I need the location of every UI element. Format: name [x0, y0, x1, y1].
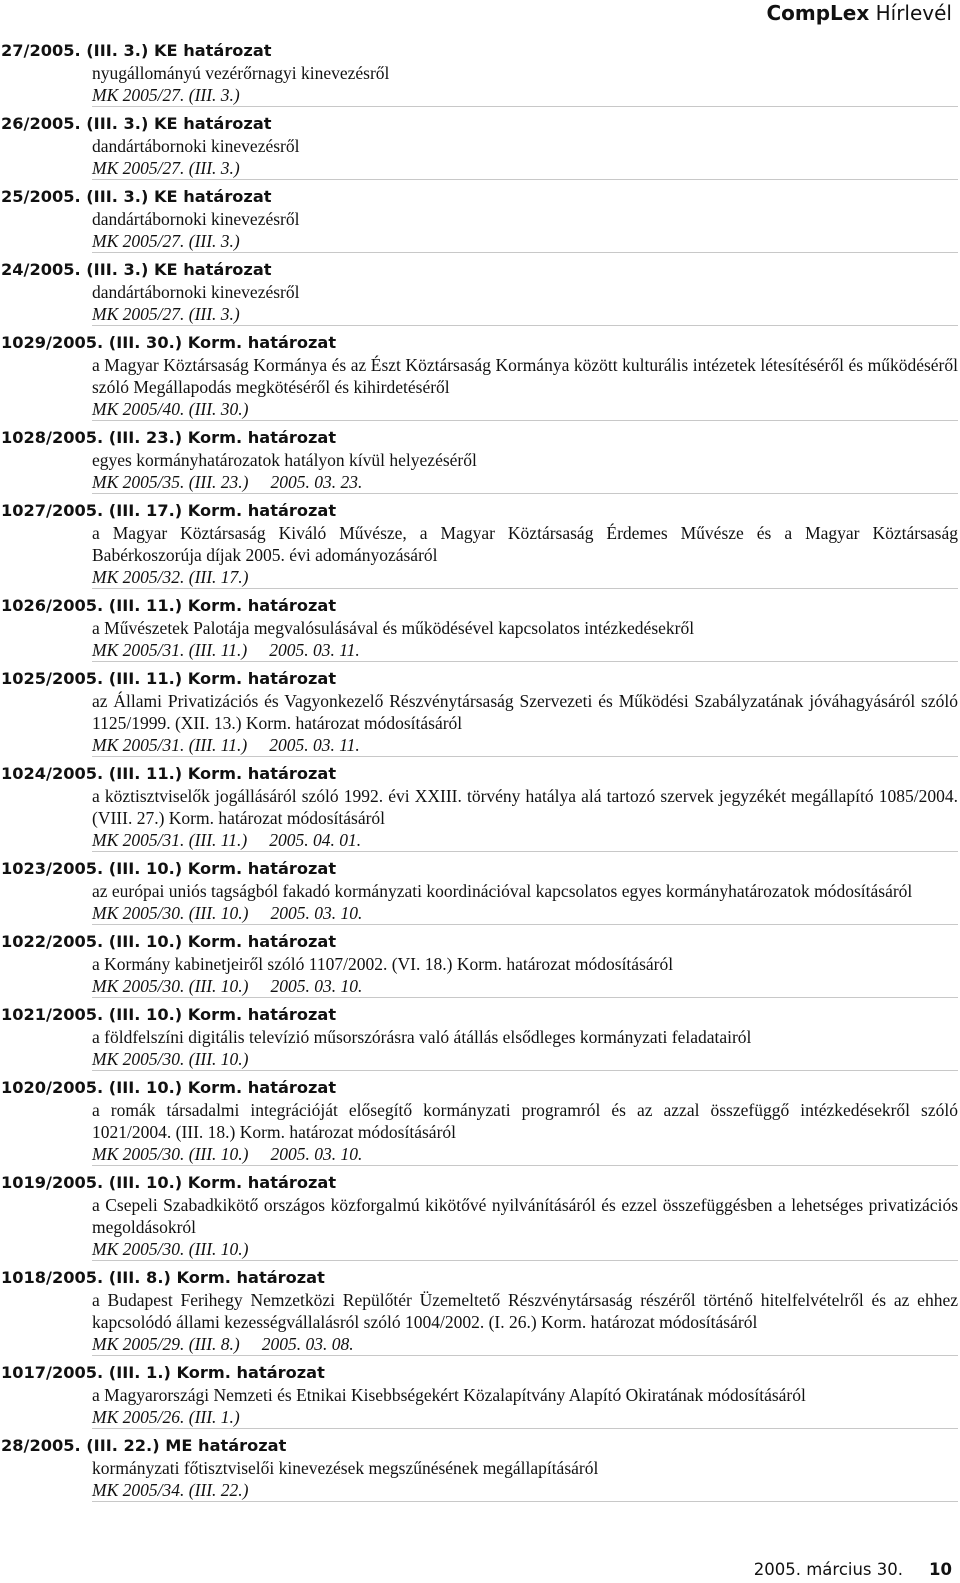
- entry-divider: [92, 1428, 958, 1429]
- resolution-entry: [0, 1077, 958, 1166]
- entry-divider: [92, 1501, 958, 1502]
- resolution-entry: [0, 427, 958, 494]
- effective-date: 2005. 03. 08.: [261, 1334, 354, 1354]
- resolution-entry: [0, 40, 958, 107]
- gazette-issue: MK 2005/30. (III. 10.): [92, 1049, 249, 1069]
- masthead-section: Hírlevél: [875, 1, 952, 25]
- resolution-entry: [0, 595, 958, 662]
- effective-date: 2005. 03. 23.: [270, 472, 363, 492]
- gazette-issue: MK 2005/30. (III. 10.): [92, 976, 249, 996]
- masthead-brand: CompLex: [766, 1, 870, 25]
- resolution-description: a Kormány kabinetjeiről szóló 1107/2002. (VI. 18.) Korm. határozat módosításáról: [92, 954, 674, 974]
- entry-divider: [92, 325, 958, 326]
- gazette-issue: MK 2005/30. (III. 10.): [92, 1144, 249, 1164]
- resolution-description: a köztisztviselők jogállásáról szóló 1992. évi XXIII. törvény hatálya alá tartozó szervek jegyzékét megállapító 1085/2004. (VIII. 27.) Korm. határozat módosításáról: [92, 786, 958, 828]
- resolution-title: 1029/2005. (III. 30.) Korm. határozat: [1, 333, 337, 352]
- resolution-title: 1021/2005. (III. 10.) Korm. határozat: [1, 1005, 337, 1024]
- resolution-description: a Budapest Ferihegy Nemzetközi Repülőtér Üzemeltető Részvénytársaság részéről történő hitelfelvételről és az ehhez kapcsolódó állami kezességvállalásról szóló 1004/2002. (I. 26.) Korm. határozat módosításáról: [92, 1290, 958, 1332]
- entry-divider: [92, 851, 958, 852]
- gazette-issue: MK 2005/31. (III. 11.): [92, 640, 248, 660]
- resolution-description: a Művészetek Palotája megvalósulásával és működésével kapcsolatos intézkedésekről: [92, 618, 695, 638]
- gazette-issue: MK 2005/27. (III. 3.): [92, 231, 240, 251]
- resolution-description: egyes kormányhatározatok hatályon kívül helyezéséről: [92, 450, 477, 470]
- gazette-reference: [0, 975, 958, 997]
- effective-date: 2005. 03. 10.: [270, 976, 363, 996]
- resolution-title: 25/2005. (III. 3.) KE határozat: [1, 187, 272, 206]
- resolution-description: kormányzati főtisztviselői kinevezések megszűnésének megállapításáról: [92, 1458, 599, 1478]
- gazette-issue: MK 2005/27. (III. 3.): [92, 85, 240, 105]
- gazette-issue: MK 2005/30. (III. 10.): [92, 1239, 249, 1259]
- entry-divider: [92, 179, 958, 180]
- resolution-title: 1025/2005. (III. 11.) Korm. határozat: [1, 669, 337, 688]
- gazette-issue: MK 2005/30. (III. 10.): [92, 903, 249, 923]
- resolution-title: 1019/2005. (III. 10.) Korm. határozat: [1, 1173, 337, 1192]
- entry-divider: [92, 924, 958, 925]
- gazette-reference: [0, 1406, 958, 1428]
- effective-date: 2005. 03. 11.: [269, 735, 360, 755]
- gazette-issue: MK 2005/32. (III. 17.): [92, 567, 249, 587]
- gazette-reference: [0, 303, 958, 325]
- entry-divider: [92, 756, 958, 757]
- resolution-entry: [0, 1004, 958, 1071]
- resolution-entry: [0, 668, 958, 757]
- resolution-entry: [0, 332, 958, 421]
- entry-divider: [92, 1355, 958, 1356]
- resolution-description: a Magyarországi Nemzeti és Etnikai Kisebbségekért Közalapítvány Alapító Okiratának módosításáról: [92, 1385, 806, 1405]
- entry-divider: [92, 1070, 958, 1071]
- resolution-title: 1023/2005. (III. 10.) Korm. határozat: [1, 859, 337, 878]
- entry-divider: [92, 1260, 958, 1261]
- resolution-entry: [0, 500, 958, 589]
- resolution-title: 1024/2005. (III. 11.) Korm. határozat: [1, 764, 337, 783]
- gazette-issue: MK 2005/27. (III. 3.): [92, 304, 240, 324]
- resolution-title: 28/2005. (III. 22.) ME határozat: [1, 1436, 287, 1455]
- gazette-reference: [0, 471, 958, 493]
- resolution-description: a Magyar Köztársaság Kormánya és az Észt Köztársaság Kormánya között kulturális intézetek létesítéséről és működéséről szóló Megállapodás megkötéséről és kihirdetéséről: [92, 355, 958, 397]
- resolution-title: 1027/2005. (III. 17.) Korm. határozat: [1, 501, 337, 520]
- page-footer: [754, 1559, 952, 1581]
- gazette-reference: [0, 566, 958, 588]
- gazette-reference: [0, 230, 958, 252]
- resolution-description: dandártábornoki kinevezésről: [92, 282, 300, 302]
- entry-divider: [92, 252, 958, 253]
- gazette-reference: [0, 157, 958, 179]
- resolution-description: a Csepeli Szabadkikötő országos közforgalmú kikötővé nyilvánításáról és ezzel összefüggésben a lehetséges privatizációs megoldásokról: [92, 1195, 958, 1237]
- resolution-description: nyugállományú vezérőrnagyi kinevezésről: [92, 63, 390, 83]
- gazette-reference: [0, 84, 958, 106]
- entry-divider: [92, 661, 958, 662]
- resolution-description: az Állami Privatizációs és Vagyonkezelő Részvénytársaság Szervezeti és Működési Szabályzatának jóváhagyásáról szóló 1125/1999. (XII. 13.) Korm. határozat módosításáról: [92, 691, 958, 733]
- newsletter-masthead: [766, 0, 952, 26]
- resolution-description: a földfelszíni digitális televízió műsorszórásra való átállás elsődleges kormányzati feladatairól: [92, 1027, 752, 1047]
- resolution-entry: [0, 1362, 958, 1429]
- gazette-reference: [0, 734, 958, 756]
- effective-date: 2005. 03. 10.: [270, 903, 363, 923]
- resolution-entry: [0, 1435, 958, 1502]
- issue-date: 2005. március 30.: [753, 1560, 904, 1579]
- gazette-issue: MK 2005/34. (III. 22.): [92, 1480, 249, 1500]
- entry-divider: [92, 997, 958, 998]
- resolution-title: 1018/2005. (III. 8.) Korm. határozat: [1, 1268, 325, 1287]
- resolution-title: 27/2005. (III. 3.) KE határozat: [1, 41, 272, 60]
- resolution-entry: [0, 113, 958, 180]
- gazette-issue: MK 2005/31. (III. 11.): [92, 830, 248, 850]
- gazette-reference: [0, 1479, 958, 1501]
- gazette-reference: [0, 639, 958, 661]
- resolution-entry: [0, 931, 958, 998]
- resolution-title: 1017/2005. (III. 1.) Korm. határozat: [1, 1363, 325, 1382]
- resolution-description: a romák társadalmi integrációját elősegítő kormányzati programról és az azzal összefüggő intézkedésekről szóló 1021/2004. (III. 18.) Korm. határozat módosításáról: [92, 1100, 958, 1142]
- resolution-entry: [0, 763, 958, 852]
- page-number: 10: [929, 1560, 952, 1579]
- resolution-title: 24/2005. (III. 3.) KE határozat: [1, 260, 272, 279]
- resolution-description: dandártábornoki kinevezésről: [92, 136, 300, 156]
- resolution-list: [0, 40, 958, 1508]
- resolution-entry: [0, 1267, 958, 1356]
- gazette-reference: [0, 829, 958, 851]
- resolution-description: dandártábornoki kinevezésről: [92, 209, 300, 229]
- gazette-reference: [0, 1048, 958, 1070]
- entry-divider: [92, 588, 958, 589]
- entry-divider: [92, 1165, 958, 1166]
- gazette-issue: MK 2005/31. (III. 11.): [92, 735, 248, 755]
- resolution-title: 26/2005. (III. 3.) KE határozat: [1, 114, 272, 133]
- gazette-issue: MK 2005/26. (III. 1.): [92, 1407, 240, 1427]
- gazette-reference: [0, 1143, 958, 1165]
- entry-divider: [92, 493, 958, 494]
- gazette-issue: MK 2005/27. (III. 3.): [92, 158, 240, 178]
- gazette-issue: MK 2005/40. (III. 30.): [92, 399, 249, 419]
- resolution-description: az európai uniós tagságból fakadó kormányzati koordinációval kapcsolatos egyes kormányhatározatok módosításáról: [92, 881, 913, 901]
- effective-date: 2005. 03. 10.: [270, 1144, 363, 1164]
- resolution-entry: [0, 259, 958, 326]
- resolution-entry: [0, 1172, 958, 1261]
- effective-date: 2005. 04. 01.: [269, 830, 362, 850]
- gazette-issue: MK 2005/35. (III. 23.): [92, 472, 249, 492]
- resolution-title: 1020/2005. (III. 10.) Korm. határozat: [1, 1078, 337, 1097]
- resolution-title: 1026/2005. (III. 11.) Korm. határozat: [1, 596, 337, 615]
- resolution-description: a Magyar Köztársaság Kiváló Művésze, a Magyar Köztársaság Érdemes Művésze és a Magyar Köztársaság Babérkoszorúja díjak 2005. évi adományozásáról: [92, 523, 958, 565]
- gazette-reference: [0, 398, 958, 420]
- gazette-reference: [0, 1238, 958, 1260]
- gazette-issue: MK 2005/29. (III. 8.): [92, 1334, 240, 1354]
- entry-divider: [92, 420, 958, 421]
- resolution-entry: [0, 186, 958, 253]
- gazette-reference: [0, 1333, 958, 1355]
- entry-divider: [92, 106, 958, 107]
- resolution-title: 1028/2005. (III. 23.) Korm. határozat: [1, 428, 337, 447]
- resolution-title: 1022/2005. (III. 10.) Korm. határozat: [1, 932, 337, 951]
- gazette-reference: [0, 902, 958, 924]
- effective-date: 2005. 03. 11.: [269, 640, 360, 660]
- resolution-entry: [0, 858, 958, 925]
